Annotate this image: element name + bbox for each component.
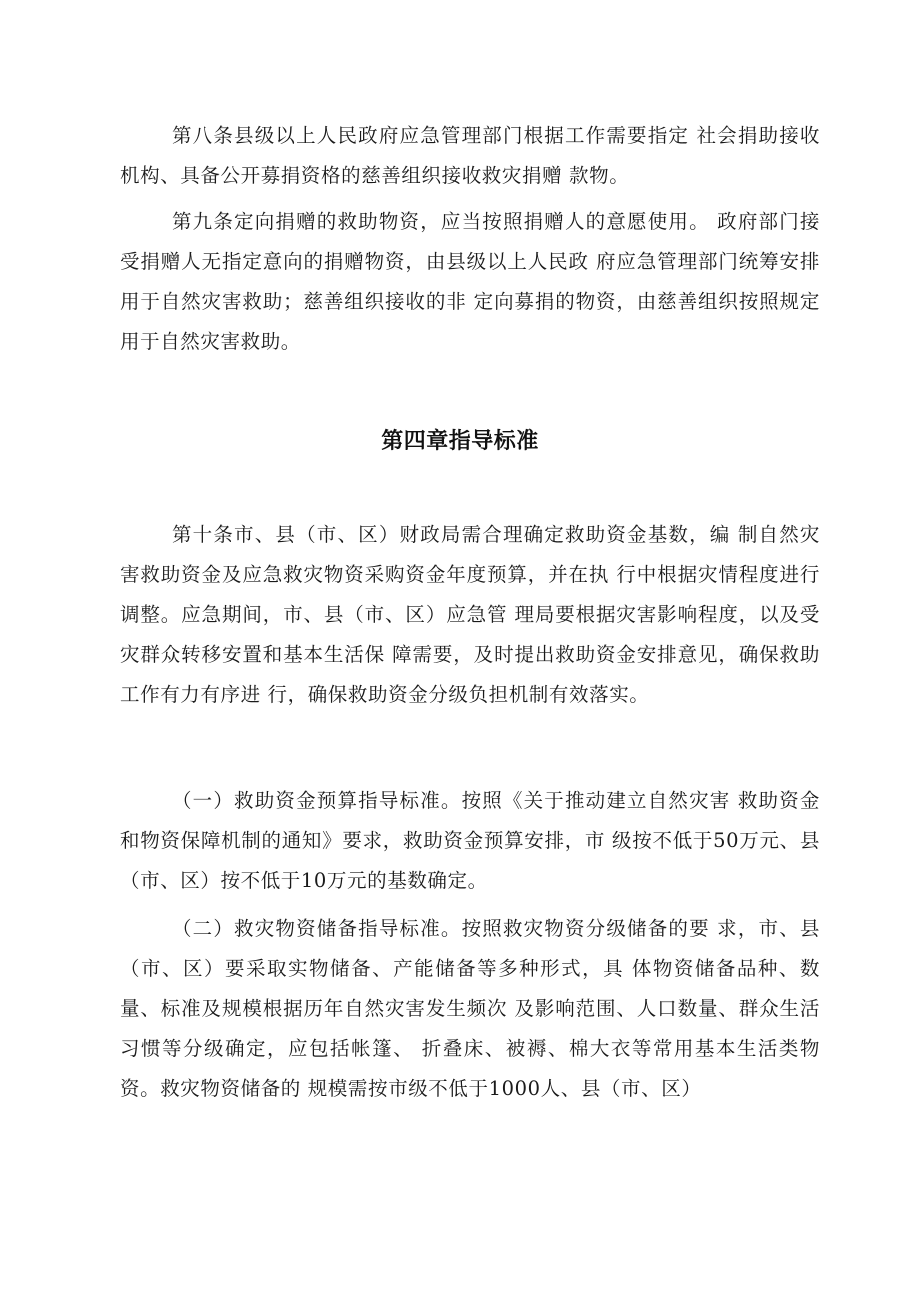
chapter-heading: 第四章指导标准 — [381, 429, 539, 454]
item-1-paragraph: （一）救助资金预算指导标准。按照《关于推动建立自然灾害 救助资金和物资保障机制的通知》要求，救助资金预算安排，市 级按不低于50万元、县（市、区）按不低于10万元的基数确定。 — [120, 789, 820, 892]
item-2-paragraph: （二）救灾物资储备指导标准。按照救灾物资分级储备的要 求，市、县（市、区）要采取实物储备、产能储备等多种形式，具 体物资储备品种、数量、标准及规模根据历年自然灾害发生频次 及影响范围、人口数量、群众生活习惯等分级确定，应包括帐篷、 折叠床、被褥、棉大衣等常用基本生活类物资。救灾物资储备的 规模需按市级不低于1000人、县（市、区） — [120, 917, 820, 1100]
article-10-paragraph: 第十条市、县（市、区）财政局需合理确定救助资金基数，编 制自然灾害救助资金及应急救灾物资采购资金年度预算，并在执 行中根据灾情程度进行调整。应急期间，市、县（市、区）应急管 理局要根据灾害影响程度，以及受灾群众转移安置和基本生活保 障需要，及时提出救助资金安排意见，确保救助工作有力有序进 行，确保救助资金分级负担机制有效落实。 — [120, 523, 820, 706]
article-9-paragraph: 第九条定向捐赠的救助物资，应当按照捐赠人的意愿使用。 政府部门接受捐赠人无指定意向的捐赠物资，由县级以上人民政 府应急管理部门统筹安排用于自然灾害救助；慈善组织接收的非 定向募捐的物资，由慈善组织按照规定用于自然灾害救助。 — [120, 210, 820, 353]
article-8-paragraph: 第八条县级以上人民政府应急管理部门根据工作需要指定 社会捐助接收机构、具备公开募捐资格的慈善组织接收救灾捐赠 款物。 — [120, 124, 820, 187]
